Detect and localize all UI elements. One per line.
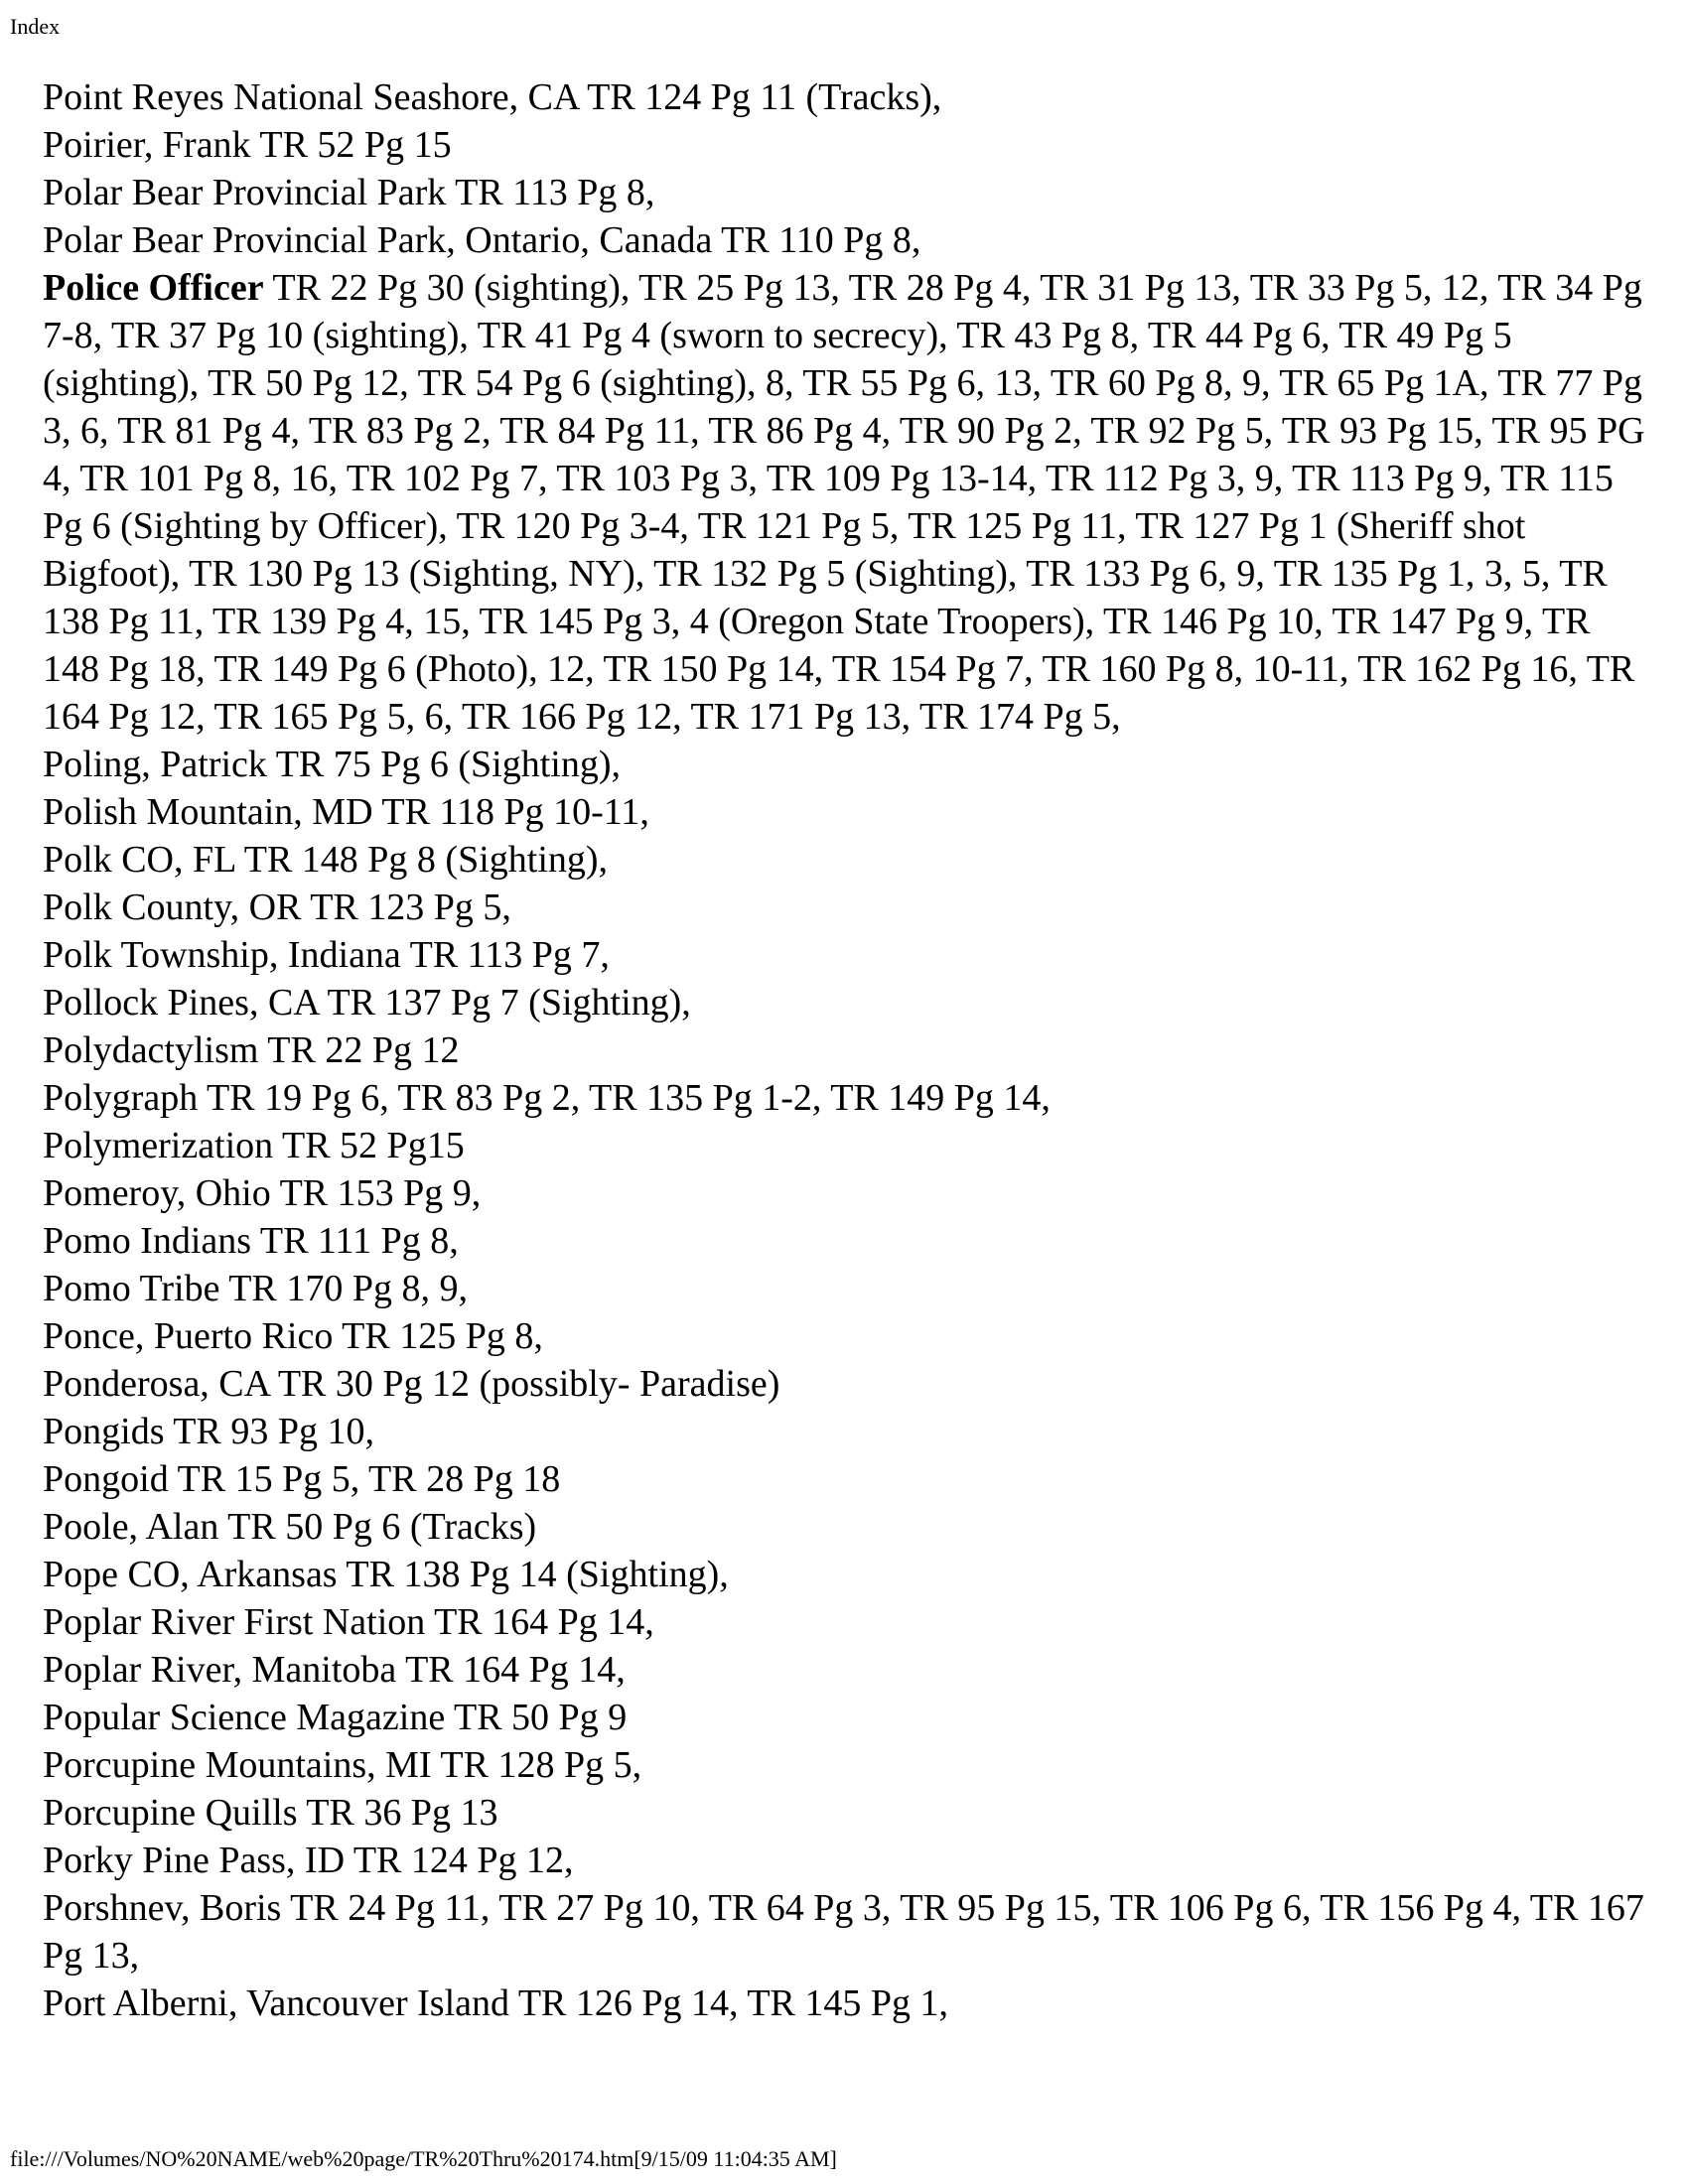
index-entry-term: Popular Science Magazine: [43, 1697, 446, 1738]
index-entry: [43, 1169, 1651, 1217]
index-entry-references: TR 124 Pg 11 (Tracks),: [578, 76, 942, 118]
index-entry-references: TR 148 Pg 8 (Sighting),: [234, 839, 609, 881]
index-entry: [43, 216, 1651, 264]
index-entry: [43, 1455, 1651, 1503]
index-entry-references: TR 50 Pg 9: [445, 1697, 628, 1738]
index-entry: [43, 1074, 1651, 1122]
index-entry-references: TR 75 Pg 6 (Sighting),: [266, 744, 622, 785]
index-entry: [43, 1694, 1651, 1741]
index-entry-term: Poirier, Frank: [43, 124, 251, 166]
index-entry: [43, 1360, 1651, 1408]
index-entry-references: TR 164 Pg 14,: [396, 1649, 626, 1691]
index-entry-term: Poplar River First Nation: [43, 1601, 426, 1643]
index-entry: [43, 1884, 1651, 1979]
page-header: Index: [10, 14, 61, 39]
index-entry-term: Pomeroy, Ohio: [43, 1172, 271, 1214]
index-entry-term: Pongids: [43, 1411, 165, 1452]
index-entry-term: Polar Bear Provincial Park: [43, 172, 447, 213]
index-entry: [43, 121, 1651, 169]
index-entry-term: Poole, Alan: [43, 1506, 219, 1548]
index-entry-references: TR 113 Pg 8,: [446, 172, 655, 213]
index-entry: [43, 979, 1651, 1026]
index-entry-term: Port Alberni, Vancouver Island: [43, 1982, 509, 2024]
index-entry: [43, 1551, 1651, 1598]
index-entry-references: TR 170 Pg 8, 9,: [219, 1268, 468, 1309]
index-entry-references: TR 19 Pg 6, TR 83 Pg 2, TR 135 Pg 1-2, TR 149 Pg 14,: [198, 1077, 1051, 1119]
index-entry-term: Polk CO, FL: [43, 839, 235, 881]
index-entry-term: Polk County, OR: [43, 887, 302, 928]
index-entry: [43, 1265, 1651, 1312]
index-entry: [43, 931, 1651, 979]
index-entry-references: TR 111 Pg 8,: [251, 1220, 459, 1262]
index-entry-term: Polish Mountain, MD: [43, 791, 373, 833]
index-entry-term: Polymerization: [43, 1125, 274, 1166]
index-entry-references: TR 30 Pg 12 (possibly- Paradise): [269, 1363, 780, 1405]
index-entry: [43, 836, 1651, 884]
index-entry-term: Porcupine Quills: [43, 1792, 298, 1834]
index-entry: [43, 1503, 1651, 1551]
index-entry: [43, 1598, 1651, 1646]
index-entry-term: Polar Bear Provincial Park, Ontario, Canada: [43, 219, 713, 261]
index-entry-references: TR 118 Pg 10-11,: [372, 791, 649, 833]
index-entry-term: Porky Pine Pass, ID: [43, 1840, 346, 1881]
index-entry-references: TR 164 Pg 14,: [425, 1601, 654, 1643]
index-entry-references: TR 153 Pg 9,: [270, 1172, 482, 1214]
index-entry-term: Pongoid: [43, 1458, 169, 1500]
index-entry: [43, 1217, 1651, 1265]
index-entry-references: TR 24 Pg 11, TR 27 Pg 10, TR 64 Pg 3, TR 95 Pg 15, TR 106 Pg 6, TR 156 Pg 4, TR 167 Pg 13,: [43, 1887, 1644, 1977]
index-entry-references: TR 15 Pg 5, TR 28 Pg 18: [168, 1458, 561, 1500]
index-entry-term: Ponderosa, CA: [43, 1363, 269, 1405]
index-entry-term: Police Officer: [43, 267, 264, 309]
index-entry: [43, 169, 1651, 216]
index-entry-references: TR 124 Pg 12,: [345, 1840, 574, 1881]
index-entry-references: TR 138 Pg 14 (Sighting),: [337, 1554, 729, 1595]
index-entry-term: Polydactylism: [43, 1029, 259, 1071]
index-entry-term: Pomo Indians: [43, 1220, 252, 1262]
index-entry-term: Pollock Pines, CA: [43, 982, 319, 1024]
index-entry-references: TR 22 Pg 12: [258, 1029, 460, 1071]
index-entry: [43, 788, 1651, 836]
index-entry-term: Polygraph: [43, 1077, 199, 1119]
index-entry-references: TR 110 Pg 8,: [712, 219, 921, 261]
index-entry: [43, 73, 1651, 121]
index-entry: [43, 1789, 1651, 1837]
index-entry-references: TR 113 Pg 7,: [400, 934, 610, 976]
page-footer-source-url: file:///Volumes/NO%20NAME/web%20page/TR%20Thru%20174.htm[9/15/09 11:04:35 AM]: [10, 2146, 837, 2171]
index-entry: [43, 1312, 1651, 1360]
index-entry: [43, 1122, 1651, 1169]
index-entry: [43, 1408, 1651, 1455]
index-entry: [43, 1646, 1651, 1694]
index-entry-references: TR 125 Pg 8,: [333, 1315, 543, 1357]
index-entry: [43, 1837, 1651, 1884]
index-entry-references: TR 52 Pg15: [273, 1125, 465, 1166]
index-entry: [43, 1741, 1651, 1789]
index-entry-term: Poling, Patrick: [43, 744, 267, 785]
index-entry-term: Porcupine Mountains, MI: [43, 1744, 432, 1786]
index-entry-term: Ponce, Puerto Rico: [43, 1315, 334, 1357]
index-entry-references: TR 137 Pg 7 (Sighting),: [318, 982, 691, 1024]
index-entry-list: [43, 73, 1651, 2027]
index-entry: [43, 1026, 1651, 1074]
index-entry-term: Pomo Tribe: [43, 1268, 220, 1309]
index-entry-references: TR 123 Pg 5,: [301, 887, 511, 928]
index-entry-references: TR 50 Pg 6 (Tracks): [218, 1506, 537, 1548]
index-entry-references: TR 22 Pg 30 (sighting), TR 25 Pg 13, TR 28 Pg 4, TR 31 Pg 13, TR 33 Pg 5, 12, TR 34 Pg 7-8, TR 37 Pg 10 (sighting), TR 41 Pg 4 (sworn to secrecy), TR 43 Pg 8, TR 44 Pg 6, TR 49 Pg 5 (sighting), TR 50 Pg 12, TR 54 Pg 6 (sighting), 8, TR 55 Pg 6, 13, TR 60 Pg 8, 9, TR 65 Pg 1A, TR 77 Pg 3, 6, TR 81 Pg 4, TR 83 Pg 2, TR 84 Pg 11, TR 86 Pg 4, TR 90 Pg 2, TR 92 Pg 5, TR 93 Pg 15, TR 95 PG 4, TR 101 Pg 8, 16, TR 102 Pg 7, TR 103 Pg 3, TR 109 Pg 13-14, TR 112 Pg 3, 9, TR 113 Pg 9, TR 115 Pg 6 (Sighting by Officer), TR 120 Pg 3-4, TR 121 Pg 5, TR 125 Pg 11, TR 127 Pg 1 (Sheriff shot Bigfoot), TR 130 Pg 13 (Sighting, NY), TR 132 Pg 5 (Sighting), TR 133 Pg 6, 9, TR 135 Pg 1, 3, 5, TR 138 Pg 11, TR 139 Pg 4, 15, TR 145 Pg 3, 4 (Oregon State Troopers), TR 146 Pg 10, TR 147 Pg 9, TR 148 Pg 18, TR 149 Pg 6 (Photo), 12, TR 150 Pg 14, TR 154 Pg 7, TR 160 Pg 8, 10-11, TR 162 Pg 16, TR 164 Pg 12, TR 165 Pg 5, 6, TR 166 Pg 12, TR 171 Pg 13, TR 174 Pg 5,: [43, 267, 1645, 738]
index-entry-references: TR 36 Pg 13: [297, 1792, 498, 1834]
index-entry-references: TR 93 Pg 10,: [164, 1411, 374, 1452]
index-entry-term: Polk Township, Indiana: [43, 934, 401, 976]
index-entry-term: Pope CO, Arkansas: [43, 1554, 338, 1595]
index-entry-references: TR 52 Pg 15: [250, 124, 452, 166]
index-entry-references: TR 126 Pg 14, TR 145 Pg 1,: [509, 1982, 949, 2024]
index-entry: [43, 741, 1651, 788]
index-entry-references: TR 128 Pg 5,: [431, 1744, 642, 1786]
index-entry-term: Poplar River, Manitoba: [43, 1649, 397, 1691]
index-entry: [43, 264, 1651, 741]
index-entry: [43, 1979, 1651, 2027]
index-entry-term: Point Reyes National Seashore, CA: [43, 76, 579, 118]
index-entry: [43, 884, 1651, 931]
index-entry-term: Porshnev, Boris: [43, 1887, 282, 1929]
